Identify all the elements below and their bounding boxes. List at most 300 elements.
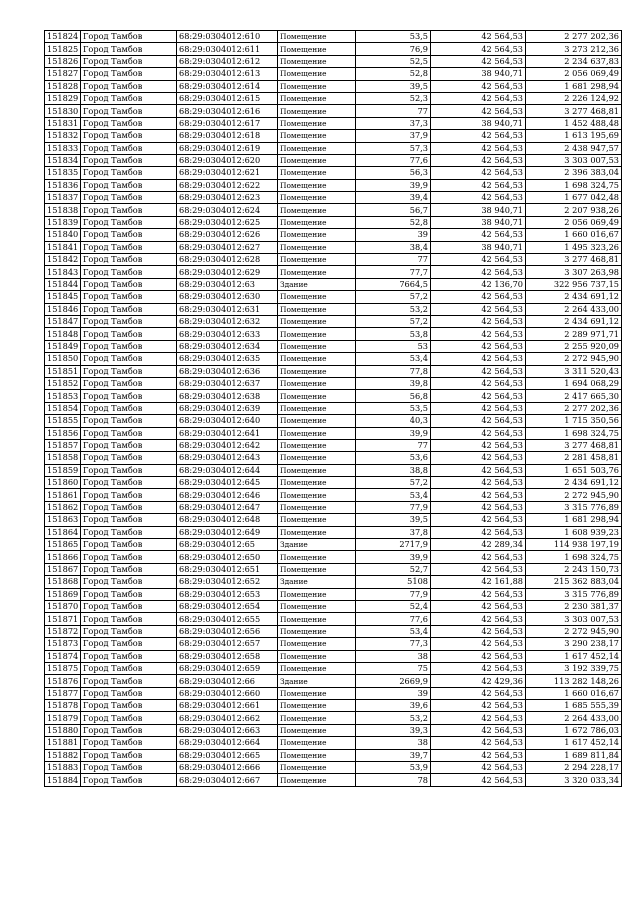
table-row: [45, 377, 622, 389]
cadastral-value-cell: 1 698 324,75: [526, 427, 622, 439]
table-row: [45, 762, 622, 774]
object-type-cell: Помещение: [278, 105, 356, 117]
area-cell: 38,8: [356, 464, 431, 476]
object-type-cell: Помещение: [278, 563, 356, 575]
cadastral-number-cell: 68:29:0304012:627: [177, 241, 278, 253]
cadastral-number-cell: 68:29:0304012:610: [177, 31, 278, 43]
locality-cell: Город Тамбов: [81, 31, 177, 43]
specific-value-cell: 42 564,53: [431, 563, 526, 575]
cadastral-value-cell: 215 362 883,04: [526, 576, 622, 588]
row-number-cell: 151850: [45, 353, 81, 365]
cadastral-value-cell: 2 226 124,92: [526, 92, 622, 104]
specific-value-cell: 42 161,88: [431, 576, 526, 588]
area-cell: 53,2: [356, 712, 431, 724]
object-type-cell: Помещение: [278, 92, 356, 104]
object-type-cell: Здание: [278, 539, 356, 551]
table-row: [45, 452, 622, 464]
cadastral-value-cell: 2 264 433,00: [526, 712, 622, 724]
cadastral-number-cell: 68:29:0304012:66: [177, 675, 278, 687]
specific-value-cell: 42 564,53: [431, 179, 526, 191]
cadastral-number-cell: 68:29:0304012:625: [177, 216, 278, 228]
specific-value-cell: 42 429,36: [431, 675, 526, 687]
specific-value-cell: 42 564,53: [431, 31, 526, 43]
locality-cell: Город Тамбов: [81, 55, 177, 67]
locality-cell: Город Тамбов: [81, 254, 177, 266]
table-row: [45, 43, 622, 55]
table-row: [45, 254, 622, 266]
table-row: [45, 576, 622, 588]
object-type-cell: Помещение: [278, 600, 356, 612]
row-number-cell: 151840: [45, 229, 81, 241]
locality-cell: Город Тамбов: [81, 576, 177, 588]
cadastral-value-cell: 2 417 665,30: [526, 390, 622, 402]
row-number-cell: 151867: [45, 563, 81, 575]
row-number-cell: 151854: [45, 402, 81, 414]
specific-value-cell: 42 564,53: [431, 427, 526, 439]
table-row: [45, 229, 622, 241]
locality-cell: Город Тамбов: [81, 266, 177, 278]
specific-value-cell: 42 564,53: [431, 737, 526, 749]
area-cell: 53,4: [356, 489, 431, 501]
row-number-cell: 151831: [45, 117, 81, 129]
cadastral-number-cell: 68:29:0304012:613: [177, 68, 278, 80]
specific-value-cell: 42 564,53: [431, 340, 526, 352]
locality-cell: Город Тамбов: [81, 278, 177, 290]
locality-cell: Город Тамбов: [81, 303, 177, 315]
row-number-cell: 151838: [45, 204, 81, 216]
specific-value-cell: 42 564,53: [431, 105, 526, 117]
area-cell: 57,2: [356, 477, 431, 489]
cadastral-number-cell: 68:29:0304012:622: [177, 179, 278, 191]
cadastral-number-cell: 68:29:0304012:631: [177, 303, 278, 315]
area-cell: 77,6: [356, 613, 431, 625]
specific-value-cell: 42 564,53: [431, 650, 526, 662]
specific-value-cell: 42 564,53: [431, 315, 526, 327]
locality-cell: Город Тамбов: [81, 167, 177, 179]
table-row: [45, 80, 622, 92]
specific-value-cell: 42 564,53: [431, 167, 526, 179]
object-type-cell: Помещение: [278, 328, 356, 340]
cadastral-value-cell: 3 277 468,81: [526, 439, 622, 451]
object-type-cell: Помещение: [278, 712, 356, 724]
cadastral-value-cell: 2 434 691,12: [526, 291, 622, 303]
row-number-cell: 151843: [45, 266, 81, 278]
cadastral-number-cell: 68:29:0304012:626: [177, 229, 278, 241]
cadastral-number-cell: 68:29:0304012:650: [177, 551, 278, 563]
row-number-cell: 151857: [45, 439, 81, 451]
locality-cell: Город Тамбов: [81, 204, 177, 216]
object-type-cell: Помещение: [278, 700, 356, 712]
object-type-cell: Помещение: [278, 241, 356, 253]
specific-value-cell: 38 940,71: [431, 68, 526, 80]
area-cell: 39,9: [356, 551, 431, 563]
cadastral-number-cell: 68:29:0304012:666: [177, 762, 278, 774]
table-row: [45, 365, 622, 377]
cadastral-value-cell: 3 320 033,34: [526, 774, 622, 786]
area-cell: 53,5: [356, 31, 431, 43]
object-type-cell: Помещение: [278, 229, 356, 241]
row-number-cell: 151833: [45, 142, 81, 154]
table-row: [45, 291, 622, 303]
cadastral-value-cell: 1 715 350,56: [526, 415, 622, 427]
table-row: [45, 68, 622, 80]
cadastral-number-cell: 68:29:0304012:656: [177, 625, 278, 637]
cadastral-value-cell: 1 689 811,84: [526, 749, 622, 761]
table-row: [45, 700, 622, 712]
specific-value-cell: 42 136,70: [431, 278, 526, 290]
locality-cell: Город Тамбов: [81, 92, 177, 104]
cadastral-value-cell: 1 452 488,48: [526, 117, 622, 129]
area-cell: 77,9: [356, 588, 431, 600]
specific-value-cell: 42 564,53: [431, 712, 526, 724]
specific-value-cell: 42 564,53: [431, 464, 526, 476]
locality-cell: Город Тамбов: [81, 551, 177, 563]
area-cell: 37,3: [356, 117, 431, 129]
object-type-cell: Помещение: [278, 452, 356, 464]
object-type-cell: Здание: [278, 576, 356, 588]
specific-value-cell: 38 940,71: [431, 216, 526, 228]
cadastral-number-cell: 68:29:0304012:651: [177, 563, 278, 575]
cadastral-value-cell: 2 264 433,00: [526, 303, 622, 315]
cadastral-number-cell: 68:29:0304012:633: [177, 328, 278, 340]
cadastral-value-cell: 1 698 324,75: [526, 551, 622, 563]
cadastral-number-cell: 68:29:0304012:63: [177, 278, 278, 290]
cadastral-value-cell: 2 234 637,83: [526, 55, 622, 67]
object-type-cell: Помещение: [278, 650, 356, 662]
table-row: [45, 774, 622, 786]
object-type-cell: Помещение: [278, 179, 356, 191]
row-number-cell: 151870: [45, 600, 81, 612]
cadastral-number-cell: 68:29:0304012:640: [177, 415, 278, 427]
cadastral-value-cell: 1 617 452,14: [526, 650, 622, 662]
row-number-cell: 151832: [45, 130, 81, 142]
area-cell: 53,4: [356, 625, 431, 637]
object-type-cell: Здание: [278, 675, 356, 687]
area-cell: 53,8: [356, 328, 431, 340]
object-type-cell: Помещение: [278, 613, 356, 625]
locality-cell: Город Тамбов: [81, 762, 177, 774]
area-cell: 53,6: [356, 452, 431, 464]
cadastral-number-cell: 68:29:0304012:629: [177, 266, 278, 278]
locality-cell: Город Тамбов: [81, 625, 177, 637]
table-row: [45, 328, 622, 340]
cadastral-number-cell: 68:29:0304012:617: [177, 117, 278, 129]
specific-value-cell: 42 564,53: [431, 43, 526, 55]
cadastral-number-cell: 68:29:0304012:657: [177, 638, 278, 650]
table-row: [45, 167, 622, 179]
locality-cell: Город Тамбов: [81, 377, 177, 389]
cadastral-number-cell: 68:29:0304012:638: [177, 390, 278, 402]
cadastral-value-cell: 1 613 195,69: [526, 130, 622, 142]
area-cell: 76,9: [356, 43, 431, 55]
cadastral-value-cell: 3 315 776,89: [526, 588, 622, 600]
object-type-cell: Помещение: [278, 154, 356, 166]
locality-cell: Город Тамбов: [81, 662, 177, 674]
row-number-cell: 151863: [45, 514, 81, 526]
area-cell: 40,3: [356, 415, 431, 427]
table-row: [45, 130, 622, 142]
cadastral-value-cell: 2 056 069,49: [526, 216, 622, 228]
table-row: [45, 216, 622, 228]
cadastral-number-cell: 68:29:0304012:639: [177, 402, 278, 414]
area-cell: 53,5: [356, 402, 431, 414]
specific-value-cell: 42 564,53: [431, 142, 526, 154]
object-type-cell: Помещение: [278, 43, 356, 55]
locality-cell: Город Тамбов: [81, 415, 177, 427]
cadastral-value-cell: 2 230 381,37: [526, 600, 622, 612]
specific-value-cell: 42 564,53: [431, 439, 526, 451]
area-cell: 39,4: [356, 192, 431, 204]
table-row: [45, 105, 622, 117]
specific-value-cell: 42 564,53: [431, 266, 526, 278]
object-type-cell: Здание: [278, 278, 356, 290]
row-number-cell: 151872: [45, 625, 81, 637]
locality-cell: Город Тамбов: [81, 650, 177, 662]
locality-cell: Город Тамбов: [81, 477, 177, 489]
row-number-cell: 151878: [45, 700, 81, 712]
cadastral-value-cell: 3 315 776,89: [526, 501, 622, 513]
row-number-cell: 151882: [45, 749, 81, 761]
cadastral-number-cell: 68:29:0304012:659: [177, 662, 278, 674]
object-type-cell: Помещение: [278, 80, 356, 92]
cadastral-value-cell: 1 698 324,75: [526, 179, 622, 191]
row-number-cell: 151864: [45, 526, 81, 538]
locality-cell: Город Тамбов: [81, 749, 177, 761]
locality-cell: Город Тамбов: [81, 588, 177, 600]
object-type-cell: Помещение: [278, 737, 356, 749]
cadastral-value-cell: 2 277 202,36: [526, 402, 622, 414]
cadastral-number-cell: 68:29:0304012:632: [177, 315, 278, 327]
object-type-cell: Помещение: [278, 638, 356, 650]
cadastral-number-cell: 68:29:0304012:616: [177, 105, 278, 117]
cadastral-number-cell: 68:29:0304012:621: [177, 167, 278, 179]
row-number-cell: 151855: [45, 415, 81, 427]
specific-value-cell: 42 564,53: [431, 662, 526, 674]
locality-cell: Город Тамбов: [81, 402, 177, 414]
object-type-cell: Помещение: [278, 68, 356, 80]
object-type-cell: Помещение: [278, 254, 356, 266]
row-number-cell: 151861: [45, 489, 81, 501]
row-number-cell: 151844: [45, 278, 81, 290]
specific-value-cell: 42 564,53: [431, 402, 526, 414]
area-cell: 38: [356, 737, 431, 749]
row-number-cell: 151837: [45, 192, 81, 204]
specific-value-cell: 42 564,53: [431, 303, 526, 315]
area-cell: 52,3: [356, 92, 431, 104]
table-row: [45, 687, 622, 699]
area-cell: 77,9: [356, 501, 431, 513]
cadastral-number-cell: 68:29:0304012:642: [177, 439, 278, 451]
cadastral-value-cell: 2 272 945,90: [526, 353, 622, 365]
cadastral-value-cell: 2 396 383,04: [526, 167, 622, 179]
table-row: [45, 501, 622, 513]
area-cell: 56,8: [356, 390, 431, 402]
specific-value-cell: 42 564,53: [431, 229, 526, 241]
row-number-cell: 151875: [45, 662, 81, 674]
row-number-cell: 151841: [45, 241, 81, 253]
locality-cell: Город Тамбов: [81, 241, 177, 253]
specific-value-cell: 42 564,53: [431, 80, 526, 92]
locality-cell: Город Тамбов: [81, 328, 177, 340]
cadastral-value-cell: 1 694 068,29: [526, 377, 622, 389]
locality-cell: Город Тамбов: [81, 439, 177, 451]
locality-cell: Город Тамбов: [81, 687, 177, 699]
specific-value-cell: 42 564,53: [431, 254, 526, 266]
cadastral-number-cell: 68:29:0304012:654: [177, 600, 278, 612]
cadastral-value-cell: 2 207 938,26: [526, 204, 622, 216]
row-number-cell: 151877: [45, 687, 81, 699]
area-cell: 77: [356, 254, 431, 266]
cadastral-number-cell: 68:29:0304012:648: [177, 514, 278, 526]
locality-cell: Город Тамбов: [81, 80, 177, 92]
cadastral-value-cell: 2 255 920,09: [526, 340, 622, 352]
object-type-cell: Помещение: [278, 303, 356, 315]
object-type-cell: Помещение: [278, 204, 356, 216]
area-cell: 77: [356, 439, 431, 451]
cadastral-number-cell: 68:29:0304012:664: [177, 737, 278, 749]
area-cell: 38,4: [356, 241, 431, 253]
object-type-cell: Помещение: [278, 625, 356, 637]
area-cell: 57,2: [356, 291, 431, 303]
area-cell: 56,7: [356, 204, 431, 216]
locality-cell: Город Тамбов: [81, 600, 177, 612]
cadastral-number-cell: 68:29:0304012:658: [177, 650, 278, 662]
area-cell: 53,9: [356, 762, 431, 774]
area-cell: 39,9: [356, 427, 431, 439]
row-number-cell: 151846: [45, 303, 81, 315]
row-number-cell: 151869: [45, 588, 81, 600]
specific-value-cell: 42 564,53: [431, 390, 526, 402]
table-row: [45, 675, 622, 687]
area-cell: 39,3: [356, 724, 431, 736]
locality-cell: Город Тамбов: [81, 390, 177, 402]
object-type-cell: Помещение: [278, 167, 356, 179]
cadastral-number-cell: 68:29:0304012:645: [177, 477, 278, 489]
cadastral-number-cell: 68:29:0304012:652: [177, 576, 278, 588]
object-type-cell: Помещение: [278, 526, 356, 538]
cadastral-number-cell: 68:29:0304012:665: [177, 749, 278, 761]
row-number-cell: 151865: [45, 539, 81, 551]
cadastral-value-cell: 1 685 555,39: [526, 700, 622, 712]
row-number-cell: 151830: [45, 105, 81, 117]
object-type-cell: Помещение: [278, 749, 356, 761]
object-type-cell: Помещение: [278, 402, 356, 414]
specific-value-cell: 42 564,53: [431, 154, 526, 166]
cadastral-number-cell: 68:29:0304012:646: [177, 489, 278, 501]
specific-value-cell: 42 564,53: [431, 526, 526, 538]
cadastral-value-cell: 3 277 468,81: [526, 254, 622, 266]
cadastral-value-cell: 113 282 148,26: [526, 675, 622, 687]
object-type-cell: Помещение: [278, 477, 356, 489]
specific-value-cell: 42 564,53: [431, 489, 526, 501]
cadastral-number-cell: 68:29:0304012:630: [177, 291, 278, 303]
locality-cell: Город Тамбов: [81, 737, 177, 749]
table-row: [45, 353, 622, 365]
cadastral-number-cell: 68:29:0304012:612: [177, 55, 278, 67]
locality-cell: Город Тамбов: [81, 154, 177, 166]
locality-cell: Город Тамбов: [81, 216, 177, 228]
table-row: [45, 402, 622, 414]
area-cell: 37,8: [356, 526, 431, 538]
area-cell: 39,5: [356, 514, 431, 526]
table-row: [45, 464, 622, 476]
locality-cell: Город Тамбов: [81, 105, 177, 117]
area-cell: 77,8: [356, 365, 431, 377]
object-type-cell: Помещение: [278, 130, 356, 142]
cadastral-number-cell: 68:29:0304012:655: [177, 613, 278, 625]
cadastral-number-cell: 68:29:0304012:619: [177, 142, 278, 154]
locality-cell: Город Тамбов: [81, 539, 177, 551]
area-cell: 37,9: [356, 130, 431, 142]
table-row: [45, 563, 622, 575]
cadastral-number-cell: 68:29:0304012:662: [177, 712, 278, 724]
locality-cell: Город Тамбов: [81, 192, 177, 204]
cadastral-number-cell: 68:29:0304012:635: [177, 353, 278, 365]
specific-value-cell: 42 564,53: [431, 625, 526, 637]
cadastral-value-cell: 322 956 737,15: [526, 278, 622, 290]
specific-value-cell: 42 564,53: [431, 415, 526, 427]
object-type-cell: Помещение: [278, 353, 356, 365]
locality-cell: Город Тамбов: [81, 315, 177, 327]
row-number-cell: 151856: [45, 427, 81, 439]
row-number-cell: 151871: [45, 613, 81, 625]
specific-value-cell: 42 564,53: [431, 613, 526, 625]
object-type-cell: Помещение: [278, 365, 356, 377]
locality-cell: Город Тамбов: [81, 638, 177, 650]
cadastral-number-cell: 68:29:0304012:623: [177, 192, 278, 204]
area-cell: 39,9: [356, 179, 431, 191]
object-type-cell: Помещение: [278, 724, 356, 736]
cadastral-value-cell: 1 660 016,67: [526, 229, 622, 241]
row-number-cell: 151880: [45, 724, 81, 736]
cadastral-value-table: [44, 30, 622, 787]
object-type-cell: Помещение: [278, 774, 356, 786]
row-number-cell: 151874: [45, 650, 81, 662]
object-type-cell: Помещение: [278, 687, 356, 699]
cadastral-value-cell: 3 290 238,17: [526, 638, 622, 650]
specific-value-cell: 42 564,53: [431, 700, 526, 712]
table-row: [45, 650, 622, 662]
row-number-cell: 151828: [45, 80, 81, 92]
area-cell: 77,3: [356, 638, 431, 650]
area-cell: 39,6: [356, 700, 431, 712]
area-cell: 52,8: [356, 216, 431, 228]
row-number-cell: 151836: [45, 179, 81, 191]
specific-value-cell: 42 564,53: [431, 501, 526, 513]
cadastral-value-cell: 2 294 228,17: [526, 762, 622, 774]
row-number-cell: 151824: [45, 31, 81, 43]
specific-value-cell: 42 564,53: [431, 514, 526, 526]
area-cell: 78: [356, 774, 431, 786]
locality-cell: Город Тамбов: [81, 774, 177, 786]
table-row: [45, 278, 622, 290]
table-row: [45, 154, 622, 166]
locality-cell: Город Тамбов: [81, 452, 177, 464]
specific-value-cell: 42 564,53: [431, 588, 526, 600]
cadastral-value-cell: 1 651 503,76: [526, 464, 622, 476]
cadastral-value-cell: 2 281 458,81: [526, 452, 622, 464]
cadastral-value-cell: 3 273 212,36: [526, 43, 622, 55]
locality-cell: Город Тамбов: [81, 130, 177, 142]
table-row: [45, 724, 622, 736]
cadastral-value-cell: 3 277 468,81: [526, 105, 622, 117]
row-number-cell: 151842: [45, 254, 81, 266]
locality-cell: Город Тамбов: [81, 43, 177, 55]
cadastral-value-cell: 3 192 339,75: [526, 662, 622, 674]
table-row: [45, 551, 622, 563]
object-type-cell: Помещение: [278, 427, 356, 439]
table-row: [45, 142, 622, 154]
